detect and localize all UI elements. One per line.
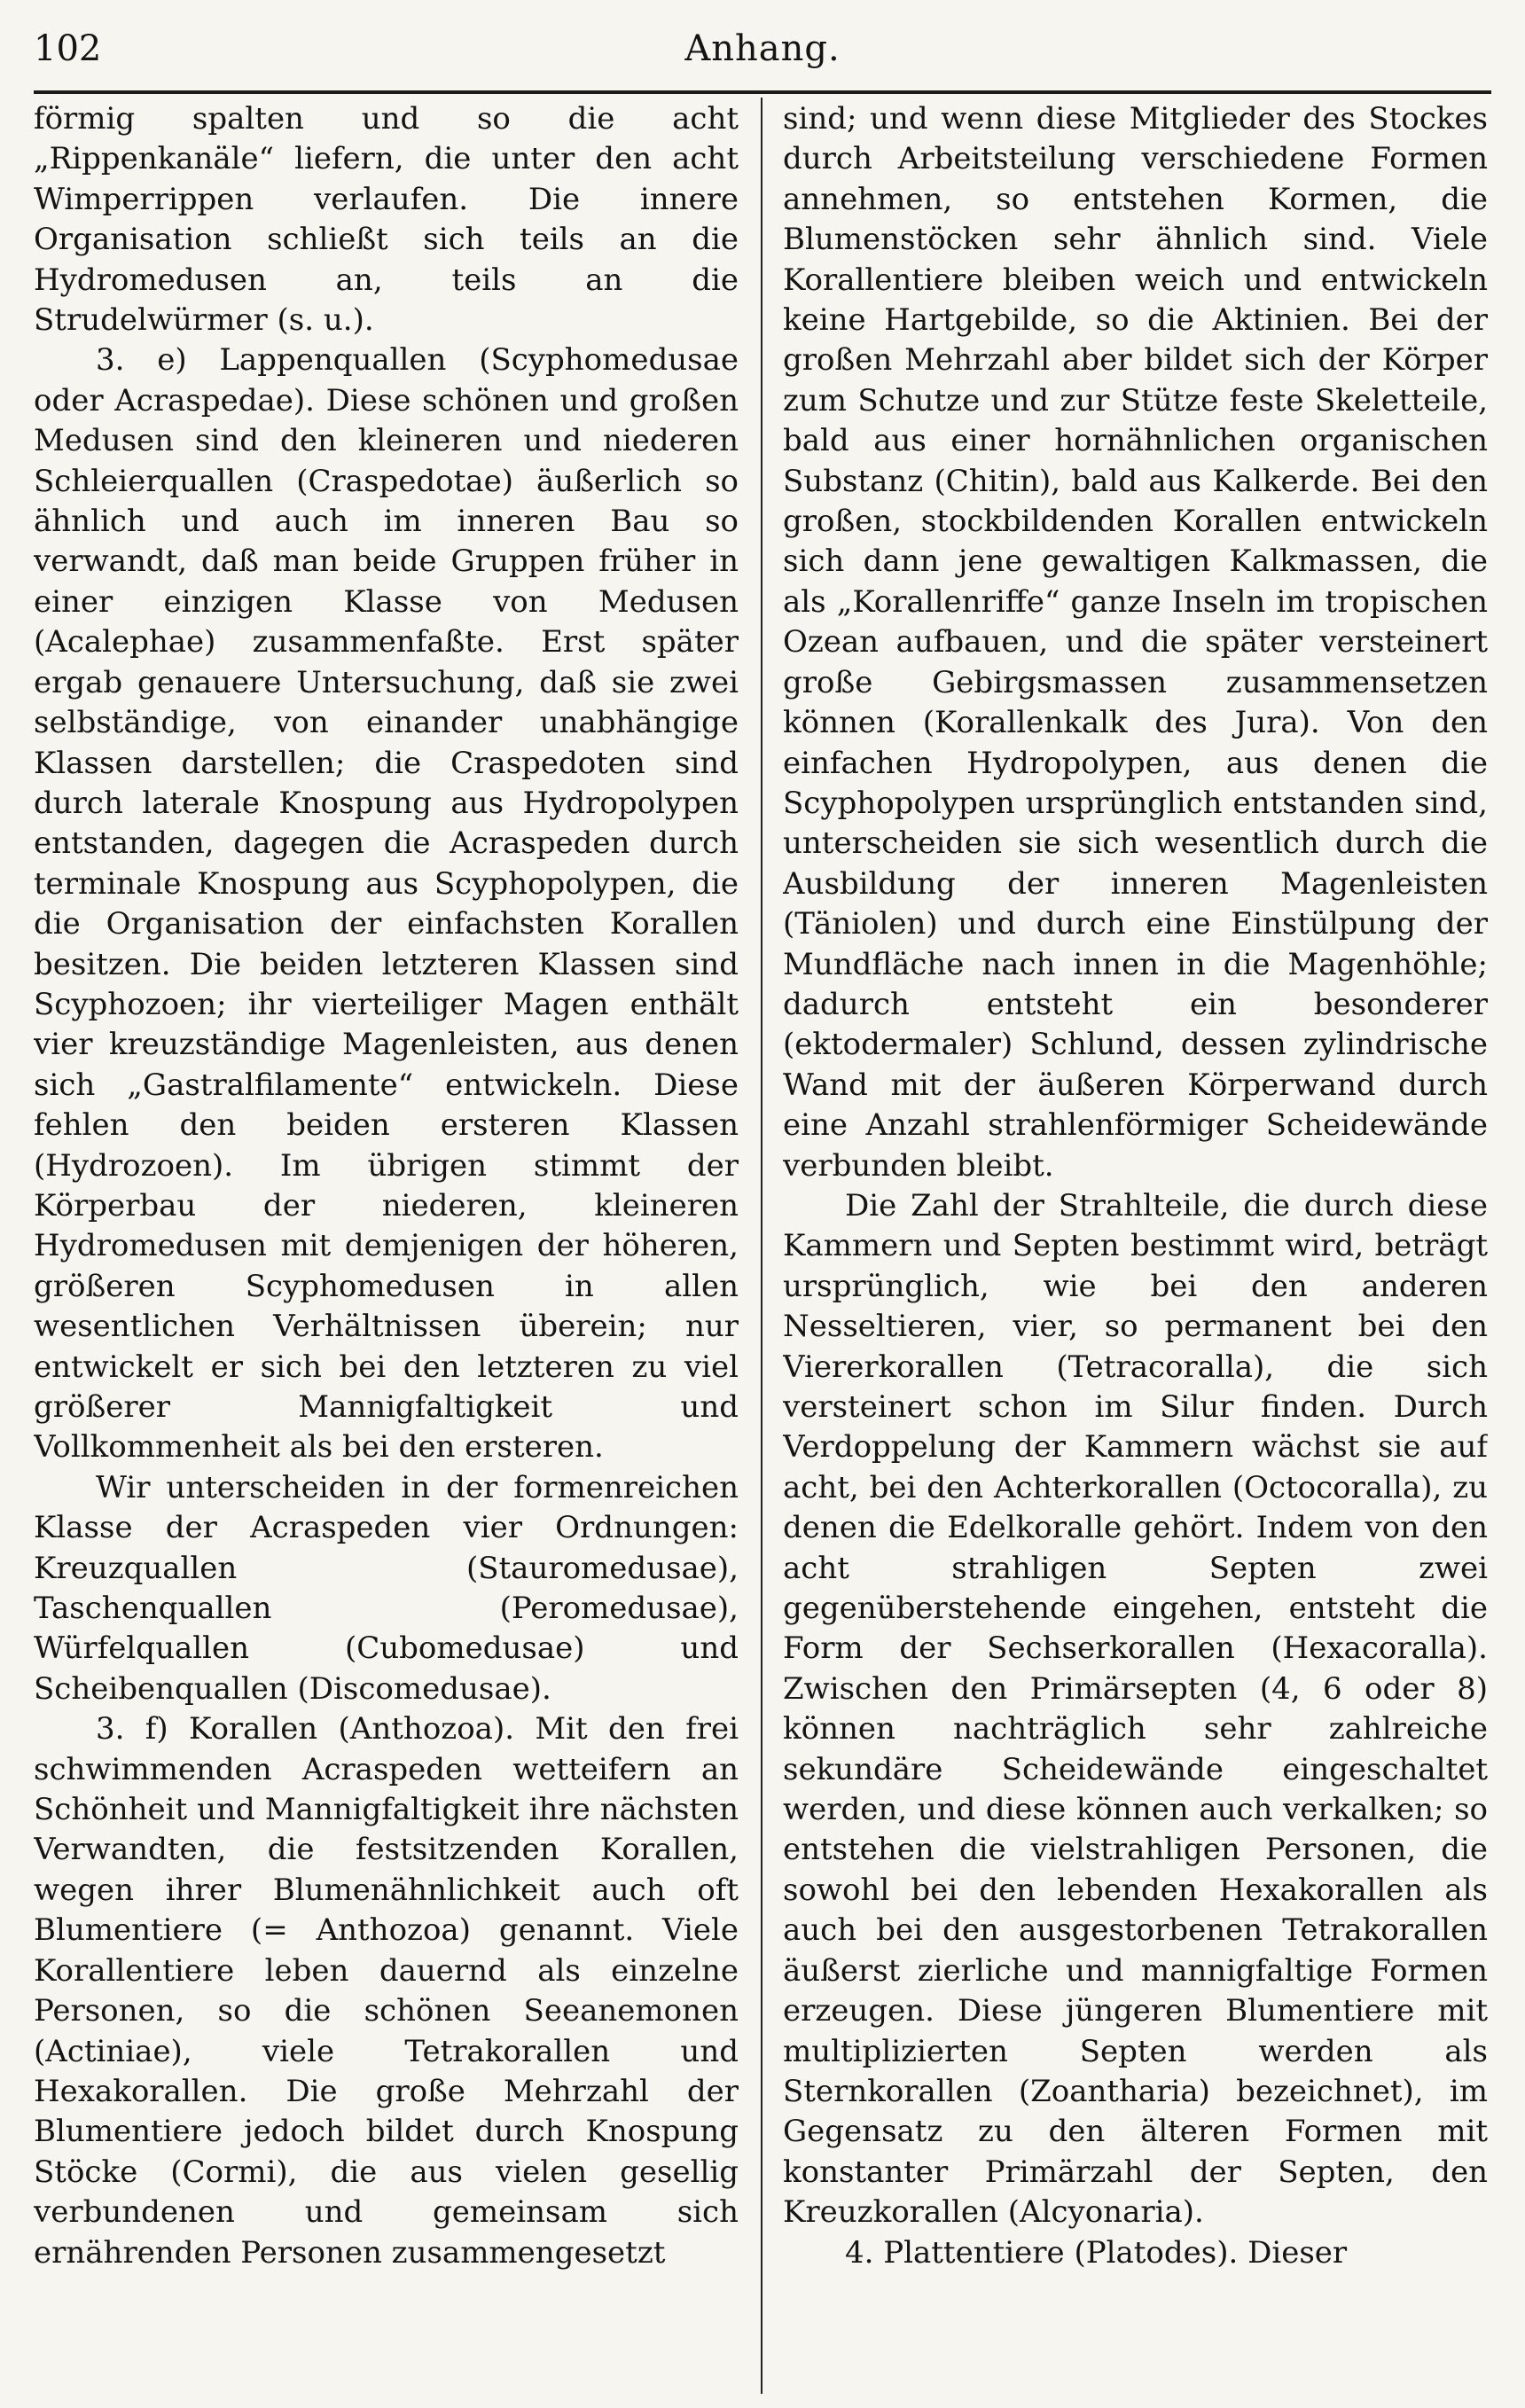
paragraph: 3. f) Korallen (Anthozoa). Mit den frei schwimmenden Acraspeden wetteifern an Schönheit und Mannigfaltigkeit ihre nächsten Verwandten, die festsitzenden Korallen, wegen ihrer Blumenähnlichkeit auch oft Blumentiere (= Anthozoa) genannt. Viele Korallentiere leben dauernd als einzelne Personen, so die schönen Seeanemonen (Actiniae), viele Tetrakorallen und Hexakorallen. Die große Mehrzahl der Blumentiere jedoch bildet durch Knospung Stöcke (Cormi), die aus vielen gesellig verbundenen und gemeinsam sich ernährenden Personen zusammengesetzt <box>34 1711 739 2271</box>
paragraph: 3. e) Lappenquallen (Scyphomedusae oder Acraspedae). Diese schönen und großen Medusen sind den kleineren und niederen Schleierquallen (Craspedotae) äußerlich so ähnlich und auch im inneren Bau so verwandt, daß man beide Gruppen früher in einer einzigen Klasse von Medusen (Acalephae) zusammenfaßte. Erst später ergab genauere Untersuchung, daß sie zwei selbständige, von einander unabhängige Klassen darstellen; die Craspedoten sind durch laterale Knospung aus Hydropolypen entstanden, dagegen die Acraspeden durch terminale Knospung aus Scyphopolypen, die die Organisation der einfachsten Korallen besitzen. Die beiden letzteren Klassen sind Scyphozoen; ihr vierteiliger Magen enthält vier kreuzständige Magenleisten, aus denen sich „Gastralfilamente“ entwickeln. Diese fehlen den beiden ersteren Klassen (Hydrozoen). Im übrigen stimmt der Körperbau der niederen, kleineren Hydromedusen mit demjenigen der höheren, größeren Scyphomedusen in allen wesentlichen Verhältnissen überein; nur entwickelt er sich bei den letzteren zu viel größerer Mannigfaltigkeit und Vollkommenheit als bei den ersteren. <box>34 342 739 1466</box>
left-column <box>34 99 739 2387</box>
page-number: 102 <box>34 28 102 69</box>
paragraph: Die Zahl der Strahlteile, die durch diese Kammern und Septen bestimmt wird, beträgt ursprünglich, wie bei den anderen Nesseltieren, vier, so permanent bei den Viererkorallen (Tetracoralla), die sich versteinert schon im Silur finden. Durch Verdoppelung der Kammern wächst sie auf acht, bei den Achterkorallen (Octocoralla), zu denen die Edelkoralle gehört. Indem von den acht strahligen Septen zwei gegenüberstehende eingehen, entsteht die Form der Sechserkorallen (Hexacoralla). Zwischen den Primärsepten (4, 6 oder 8) können nachträglich sehr zahlreiche sekundäre Scheidewände eingeschaltet werden, und diese können auch verkalken; so entstehen die vielstrahligen Personen, die sowohl bei den lebenden Hexakorallen als auch bei den ausgestorbenen Tetrakorallen äußerst zierliche und mannigfaltige Formen erzeugen. Diese jüngeren Blumentiere mit multiplizierten Septen werden als Sternkorallen (Zoantharia) bezeichnet), im Gegensatz zu den älteren Formen mit konstanter Primärzahl der Septen, den Kreuzkorallen (Alcyonaria). <box>783 1187 1488 2231</box>
paragraph: förmig spalten und so die acht „Rippenkanäle“ liefern, die unter den acht Wimperrippen verlaufen. Die innere Organisation schließt sich teils an die Hydromedusen an, teils an die Strudelwürmer (s. u.). <box>34 101 739 339</box>
right-column <box>783 99 1488 2387</box>
paragraph: Wir unterscheiden in der formenreichen Klasse der Acraspeden vier Ordnungen: Kreuzquallen (Stauromedusae), Taschenquallen (Peromedusae), Würfelquallen (Cubomedusae) und Scheibenquallen (Discomedusae). <box>34 1469 739 1707</box>
page-header <box>34 9 1491 94</box>
paragraph: 4. Plattentiere (Platodes). Dieser <box>845 2234 1348 2271</box>
running-head: Anhang. <box>684 28 841 69</box>
column-divider <box>761 98 762 2394</box>
paragraph: sind; und wenn diese Mitglieder des Stockes durch Arbeitsteilung verschiedene Formen annehmen, so entstehen Kormen, die Blumenstöcken sehr ähnlich sind. Viele Korallentiere bleiben weich und entwickeln keine Hartgebilde, so die Aktinien. Bei der großen Mehrzahl aber bildet sich der Körper zum Schutze und zur Stütze feste Skeletteile, bald aus einer hornähnlichen organischen Substanz (Chitin), bald aus Kalkerde. Bei den großen, stockbildenden Korallen entwickeln sich dann jene gewaltigen Kalkmassen, die als „Korallenriffe“ ganze Inseln im tropischen Ozean aufbauen, und die später versteinert große Gebirgsmassen zusammensetzen können (Korallenkalk des Jura). Von den einfachen Hydropolypen, aus denen die Scyphopolypen ursprünglich entstanden sind, unterscheiden sie sich wesentlich durch die Ausbildung der inneren Magenleisten (Täniolen) und durch eine Einstülpung der Mundfläche nach innen in die Magenhöhle; dadurch entsteht ein besonderer (ektodermaler) Schlund, dessen zylindrische Wand mit der äußeren Körperwand durch eine Anzahl strahlenförmiger Scheidewände verbunden bleibt. <box>783 101 1488 1184</box>
